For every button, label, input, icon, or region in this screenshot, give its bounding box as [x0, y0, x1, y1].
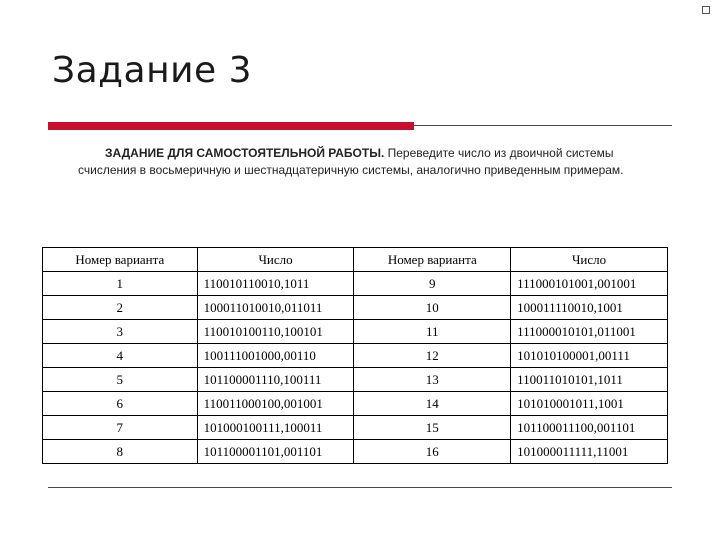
header-number-2: Число: [511, 248, 668, 272]
task-body: Переведите число из двоичной системы счисления в восьмеричную и шестнадцатеричную системы, аналогично приведенным примерам.: [78, 146, 624, 177]
number-cell: 110010100110,100101: [197, 320, 354, 344]
page-title: Задание 3: [52, 50, 253, 91]
number-cell: 110010110010,1011: [197, 272, 354, 296]
number-cell: 111000010101,011001: [511, 320, 668, 344]
title-underline-accent: [48, 122, 414, 130]
variant-cell: 7: [43, 416, 198, 440]
task-description: [78, 145, 638, 179]
variant-cell: 16: [354, 440, 511, 464]
number-cell: 101100011100,001101: [511, 416, 668, 440]
variant-cell: 12: [354, 344, 511, 368]
number-cell: 101010100001,00111: [511, 344, 668, 368]
number-cell: 101000011111,11001: [511, 440, 668, 464]
variant-cell: 15: [354, 416, 511, 440]
variant-cell: 2: [43, 296, 198, 320]
table-row: [43, 272, 668, 296]
table-row: [43, 440, 668, 464]
variant-cell: 6: [43, 392, 198, 416]
number-cell: 100011110010,1001: [511, 296, 668, 320]
slide-corner-marker: [702, 6, 710, 14]
footer-divider: [48, 487, 672, 488]
number-cell: 101010001011,1001: [511, 392, 668, 416]
number-cell: 101100001101,001101: [197, 440, 354, 464]
table-row: [43, 320, 668, 344]
number-cell: 110011000100,001001: [197, 392, 354, 416]
variant-cell: 9: [354, 272, 511, 296]
variant-cell: 3: [43, 320, 198, 344]
variant-cell: 8: [43, 440, 198, 464]
task-lead: ЗАДАНИЕ ДЛЯ САМОСТОЯТЕЛЬНОЙ РАБОТЫ.: [105, 146, 385, 160]
variant-cell: 14: [354, 392, 511, 416]
number-cell: 111000101001,001001: [511, 272, 668, 296]
header-variant-2: Номер варианта: [354, 248, 511, 272]
variant-cell: 10: [354, 296, 511, 320]
header-number-1: Число: [197, 248, 354, 272]
variant-cell: 5: [43, 368, 198, 392]
table-row: [43, 296, 668, 320]
number-cell: 101100001110,100111: [197, 368, 354, 392]
header-variant-1: Номер варианта: [43, 248, 198, 272]
variant-cell: 1: [43, 272, 198, 296]
table-row: [43, 416, 668, 440]
number-cell: 101000100111,100011: [197, 416, 354, 440]
number-cell: 100011010010,011011: [197, 296, 354, 320]
variant-cell: 4: [43, 344, 198, 368]
variant-cell: 13: [354, 368, 511, 392]
number-cell: 100111001000,00110: [197, 344, 354, 368]
table-header-row: [43, 248, 668, 272]
table-row: [43, 392, 668, 416]
variant-cell: 11: [354, 320, 511, 344]
table-row: [43, 344, 668, 368]
variants-table: [42, 247, 668, 464]
table-row: [43, 368, 668, 392]
number-cell: 110011010101,1011: [511, 368, 668, 392]
